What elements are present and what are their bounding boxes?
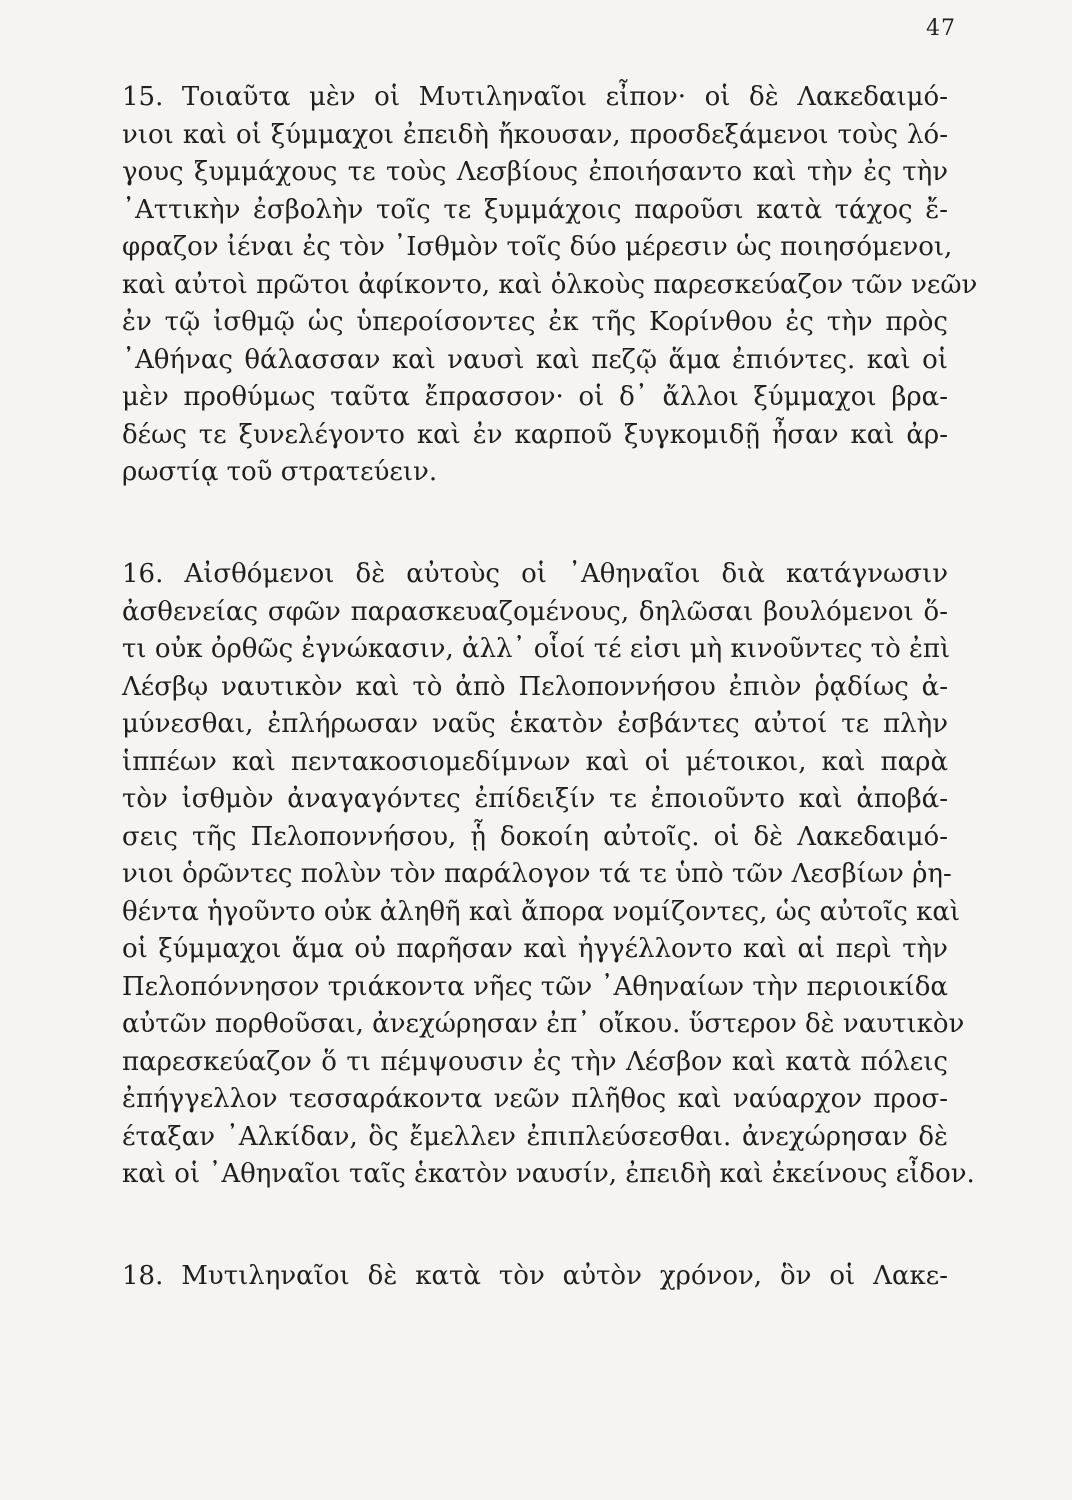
text-line: αὐτῶν πορθοῦσαι, ἀνεχώρησαν ἐπ᾿ οἴκου. ὕστερον δὲ ναυτικὸν [122,1009,965,1039]
text-line: οἱ ξύμμαχοι ἅμα οὐ παρῆσαν καὶ ἠγγέλλοντο καὶ αἱ περὶ τὴν [122,934,948,964]
text-line: ἐν τῷ ἰσθμῷ ὡς ὑπεροίσοντες ἐκ τῆς Κορίνθου ἐς τὴν πρὸς [122,307,948,337]
text-line: ᾿Αττικὴν ἐσβολὴν τοῖς τε ξυμμάχοις παροῦσι κατὰ τάχος ἔ- [122,194,948,225]
paragraph-15 [122,79,978,492]
text-line: δέως τε ξυνελέγοντο καὶ ἐν καρποῦ ξυγκομιδῇ ἦσαν καὶ ἀρ- [122,419,948,450]
text-line: καὶ αὐτοὶ πρῶτοι ἀφίκοντο, καὶ ὁλκοὺς παρεσκεύαζον τῶν νεῶν [122,269,978,300]
text-line: 18. Μυτιληναῖοι δὲ κατὰ τὸν αὐτὸν χρόνον, ὃν οἱ Λακε- [122,1261,948,1291]
text-line: τὸν ἰσθμὸν ἀναγαγόντες ἐπίδειξίν τε ἐποιοῦντο καὶ ἀποβά- [122,784,948,814]
text-line: Λέσβῳ ναυτικὸν καὶ τὸ ἀπὸ Πελοποννήσου ἐπιὸν ῥᾳδίως ἀ- [122,671,948,702]
text-line: ἱππέων καὶ πεντακοσιομεδίμνων καὶ οἱ μέτοικοι, καὶ παρὰ [122,746,948,777]
text-line: 15. Τοιαῦτα μὲν οἱ Μυτιληναῖοι εἶπον· οἱ δὲ Λακεδαιμό- [122,82,948,112]
text-line: 16. Αἰσθόμενοι δὲ αὐτοὺς οἱ ᾿Αθηναῖοι διὰ κατάγνωσιν [122,559,948,589]
text-line: γους ξυμμάχους τε τοὺς Λεσβίους ἐποιήσαντο καὶ τὴν ἐς τὴν [122,157,948,187]
text-line: καὶ οἱ ᾿Αθηναῖοι ταῖς ἑκατὸν ναυσίν, ἐπειδὴ καὶ ἐκείνους εἶδον. [122,1159,975,1189]
text-line: φραζον ἰέναι ἐς τὸν ᾿Ισθμὸν τοῖς δύο μέρεσιν ὡς ποιησόμενοι, [122,232,953,262]
text-line: Πελοπόννησον τριάκοντα νῆες τῶν ᾿Αθηναίων τὴν περιοικίδα [122,971,948,1002]
text-line: νιοι ὁρῶντες πολὺν τὸν παράλογον τά τε ὑπὸ τῶν Λεσβίων ῥη- [122,859,952,889]
paragraph-16 [122,556,975,1194]
text-line: σεις τῆς Πελοποννήσου, ᾗ δοκοίη αὐτοῖς. οἱ δὲ Λακεδαιμό- [122,821,948,852]
text-line: θέντα ἡγοῦντο οὐκ ἀληθῆ καὶ ἄπορα νομίζοντες, ὡς αὐτοῖς καὶ [122,896,961,927]
text-line: παρεσκεύαζον ὅ τι πέμψουσιν ἐς τὴν Λέσβον καὶ κατὰ πόλεις [122,1046,948,1077]
text-line: ᾿Αθήνας θάλασσαν καὶ ναυσὶ καὶ πεζῷ ἅμα ἐπιόντες. καὶ οἱ [122,344,948,375]
text-line: ρωστίᾳ τοῦ στρατεύειν. [122,457,438,487]
text-line: έταξαν ᾿Αλκίδαν, ὃς ἔμελλεν ἐπιπλεύσεσθαι. ἀνεχώρησαν δὲ [122,1121,948,1152]
page-number: 47 [926,16,956,41]
text-line: νιοι καὶ οἱ ξύμμαχοι ἐπειδὴ ἤκουσαν, προσδεξάμενοι τοὺς λό- [122,119,948,150]
text-line: ἐπήγγελλον τεσσαράκοντα νεῶν πλῆθος καὶ ναύαρχον προσ- [122,1084,948,1114]
text-line: μὲν προθύμως ταῦτα ἔπρασσον· οἱ δ᾿ ἄλλοι ξύμμαχοι βρα- [122,382,948,412]
paragraph-18 [122,1258,948,1296]
text-line: μύνεσθαι, ἐπλήρωσαν ναῦς ἑκατὸν ἐσβάντες αὐτοί τε πλὴν [122,709,948,739]
text-line: ἀσθενείας σφῶν παρασκευαζομένους, δηλῶσαι βουλόμενοι ὅ- [122,596,948,627]
text-line: τι οὐκ ὀρθῶς ἐγνώκασιν, ἀλλ᾿ οἷοί τέ εἰσι μὴ κινοῦντες τὸ ἐπὶ [122,634,951,664]
